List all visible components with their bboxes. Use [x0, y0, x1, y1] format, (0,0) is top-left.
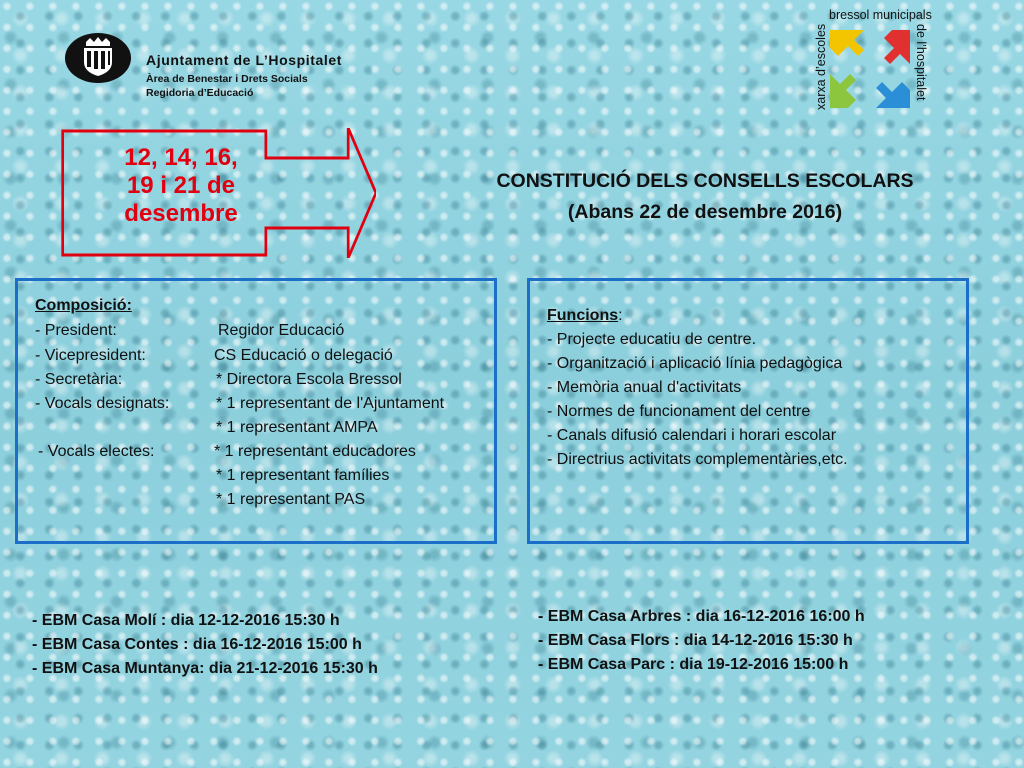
functions-item: - Projecte educatiu de centre.	[547, 331, 757, 348]
composition-role: - Secretària:	[35, 371, 123, 388]
dates-line1: 12, 14, 16,	[124, 144, 238, 171]
functions-item: - Organització i aplicació línia pedagògica	[547, 355, 843, 372]
composition-member: * 1 representant educadores	[214, 443, 416, 460]
composition-member: CS Educació o delegació	[214, 347, 393, 364]
composition-role: - President:	[35, 322, 117, 339]
composition-role: - Vocals electes:	[38, 443, 155, 460]
schedule-item-right: - EBM Casa Arbres : dia 16-12-2016 16:00 h	[538, 608, 865, 625]
functions-heading-colon: :	[618, 307, 623, 324]
functions-item: - Canals difusió calendari i horari escolar	[547, 427, 837, 444]
functions-item: - Memòria anual d'activitats	[547, 379, 742, 396]
composition-member: * 1 representant famílies	[216, 467, 390, 484]
functions-heading: Funcions	[547, 307, 619, 324]
page-subtitle: (Abans 22 de desembre 2016)	[567, 201, 843, 223]
bressol-network-logo-icon	[826, 26, 914, 112]
network-vertical-text: xarxa d’escoles	[814, 23, 828, 110]
dates-line3: desembre	[124, 200, 238, 227]
composition-role: - Vicepresident:	[35, 347, 146, 364]
organization-regidoria: Regidoria d’Educació	[146, 87, 254, 99]
schedule-item-right: - EBM Casa Parc : dia 19-12-2016 15:00 h	[538, 656, 849, 673]
functions-item: - Directrius activitats complementàries,etc.	[547, 451, 848, 468]
composition-member: * 1 representant de l'Ajuntament	[216, 395, 445, 412]
schedule-item-left: - EBM Casa Contes : dia 16-12-2016 15:00 h	[32, 636, 362, 653]
schedule-item-right: - EBM Casa Flors : dia 14-12-2016 15:30 h	[538, 632, 853, 649]
functions-panel	[527, 278, 969, 544]
dates-text	[96, 144, 266, 228]
network-right-label	[912, 24, 930, 114]
functions-item: - Normes de funcionament del centre	[547, 403, 811, 420]
composition-panel	[15, 278, 497, 544]
functions-heading-wrap	[547, 307, 623, 325]
schedule-item-left: - EBM Casa Muntanya: dia 21-12-2016 15:30 h	[32, 660, 378, 677]
network-right-text: de l’hospitalet	[914, 24, 928, 101]
composition-heading: Composició:	[35, 297, 132, 314]
composition-member: * Directora Escola Bressol	[216, 371, 402, 388]
page-title: CONSTITUCIÓ DELS CONSELLS ESCOLARS	[496, 170, 914, 192]
network-top-label: bressol municipals	[829, 8, 932, 22]
schedule-item-left: - EBM Casa Molí : dia 12-12-2016 15:30 h	[32, 612, 340, 629]
ajuntament-logo-icon	[64, 32, 132, 84]
organization-area: Àrea de Benestar i Drets Socials	[146, 73, 308, 85]
composition-member: * 1 representant AMPA	[216, 419, 378, 436]
composition-member: * 1 representant PAS	[216, 491, 366, 508]
dates-line2: 19 i 21 de	[126, 172, 236, 199]
composition-role: - Vocals designats:	[35, 395, 170, 412]
composition-member: Regidor Educació	[218, 322, 345, 339]
organization-name: Ajuntament de L’Hospitalet	[146, 52, 343, 68]
